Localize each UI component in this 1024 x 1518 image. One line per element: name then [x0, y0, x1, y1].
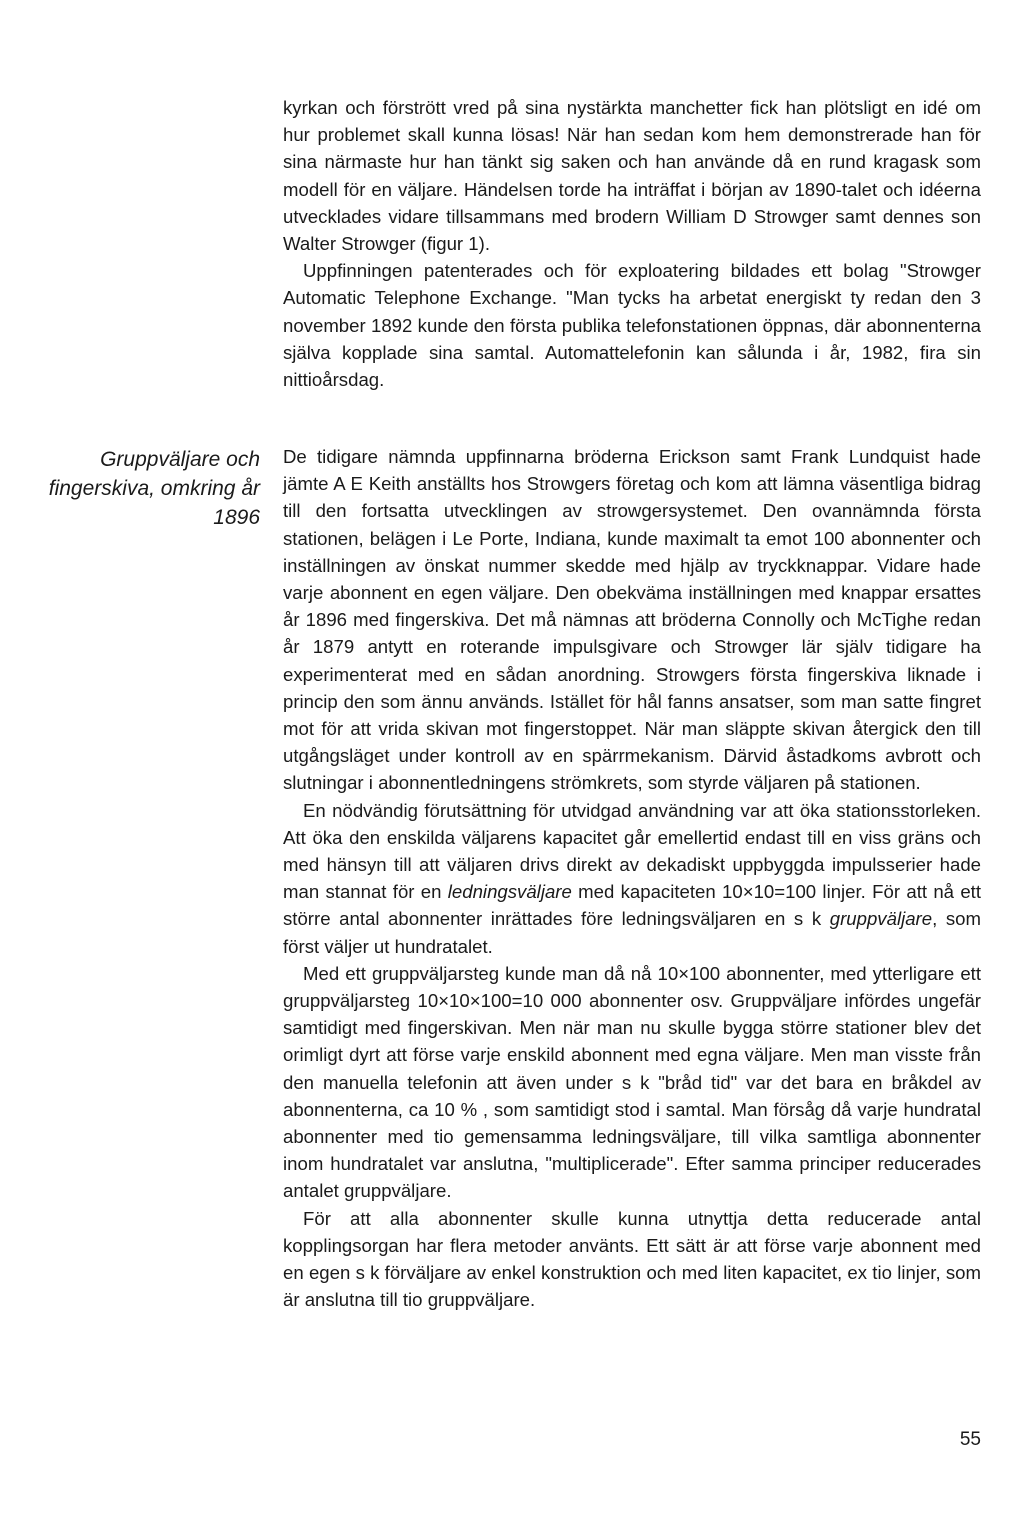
main-paragraph-2: [283, 797, 981, 960]
page-number: 55: [959, 1429, 981, 1450]
main-paragraph-1: De tidigare nämnda uppfinnarna bröderna Erickson samt Frank Lundquist hade jämte A E Keith anställts hos Strowgers företag och kom att lämna väsentliga bidrag till den fortsatta utvecklingen av strowgersystemet. Den ovannämnda första stationen, belägen i Le Porte, Indiana, kunde maximalt ta emot 100 abonnenter och inställningen av önskat nummer skedde med hjälp av tryckknappar. Vidare hade varje abonnent en egen väljare. Den obekväma inställningen med knappar ersattes år 1896 med fingerskiva. Det må nämnas att bröderna Connolly och McTighe redan år 1879 antytt en roterande impulsgivare och Strowger lär själv tidigare ha experimenterat med en sådan anordning. Strowgers första fingerskiva liknade i princip den som ännu används. Istället för hål fanns ansatser, som man satte fingret mot för att vrida skivan mot fingerstoppet. När man släppte skivan återgick den till utgångsläget under kontroll av en spärrmekanism. Därvid åstadkoms avbrott och slutningar i abonnentledningens strömkrets, som styrde väljaren på stationen.: [283, 446, 981, 794]
main-paragraph-3: Med ett gruppväljarsteg kunde man då nå 10×100 abonnenter, med ytterligare ett gruppväljarsteg 10×10×100=10 000 abonnenter osv. Gruppväljare infördes ungefär samtidigt med fingerskivan. Men när man nu skulle bygga större stationer blev det orimligt dyrt att förse varje enskild abonnent med egna väljare. Men man visste från den manuella telefonin att även under s k "bråd tid" var det bara en bråkdel av abonnenterna, ca 10 % , som samtidigt stod i samtal. Man försåg då varje hundratal abonnenter med tio gemensamma ledningsväljare, till vilka samtliga abonnenter inom hundratalet var anslutna, "multiplicerade". Efter samma principer reducerades antalet gruppväljare.: [283, 962, 981, 1202]
paragraph-2-text-a: En nödvändig förutsättning för utvidgad användning var att öka stationsstorleken. Att öka den enskilda väljarens kapacitet går emellertid endast till en viss gräns och med hänsyn till att väljaren drivs direkt av dekadiskt uppbyggda impulsserier hade man stannat för en: [283, 799, 981, 903]
intro-paragraph-2: Uppfinningen patenterades och för exploatering bildades ett bolag "Strowger Automatic Telephone Exchange. "Man tycks ha arbetat energiskt ty redan den 3 november 1892 kunde den första publika telefonstationen öppnas, där abonnenterna själva kopplade sina samtal. Automattelefonin kan sålunda i år, 1982, fira sin nittioårsdag.: [283, 260, 981, 391]
main-text-block: [283, 443, 981, 1314]
paragraph-2-text-b: med kapaciteten 10×10=100 linjer. För att nå ett större antal abonnenter inrättades före ledningsväljaren en s k: [283, 881, 981, 930]
term-gruppvaljare: gruppväljare: [829, 908, 933, 930]
intro-text-block: [283, 94, 981, 393]
intro-paragraph-1: kyrkan och förstrött vred på sina nystärkta manchetter fick han plötsligt en idé om hur problemet skall kunna lösas! När han sedan kom hem demonstrerade han för sina närmaste hur han tänkt sig saken och han använde då en rund kragask som modell för en väljare. Händelsen torde ha inträffat i början av 1890-talet och idéerna utvecklades vidare tillsammans med brodern William D Strowger samt dennes son Walter Strowger (figur 1).: [283, 97, 981, 255]
main-paragraph-4: För att alla abonnenter skulle kunna utnyttja detta reducerade antal kopplingsorgan har flera metoder använts. Ett sätt är att förse varje abonnent med en egen s k förväljare av enkel konstruktion och med liten kapacitet, ex tio linjer, som är anslutna till tio gruppväljare.: [283, 1207, 981, 1311]
paragraph-2-text-c: , som först väljer ut hundratalet.: [283, 908, 981, 957]
term-ledningsvaljare: ledningsväljare: [447, 881, 572, 903]
margin-heading: Gruppväljare och fingerskiva, omkring år 1896: [48, 448, 260, 529]
